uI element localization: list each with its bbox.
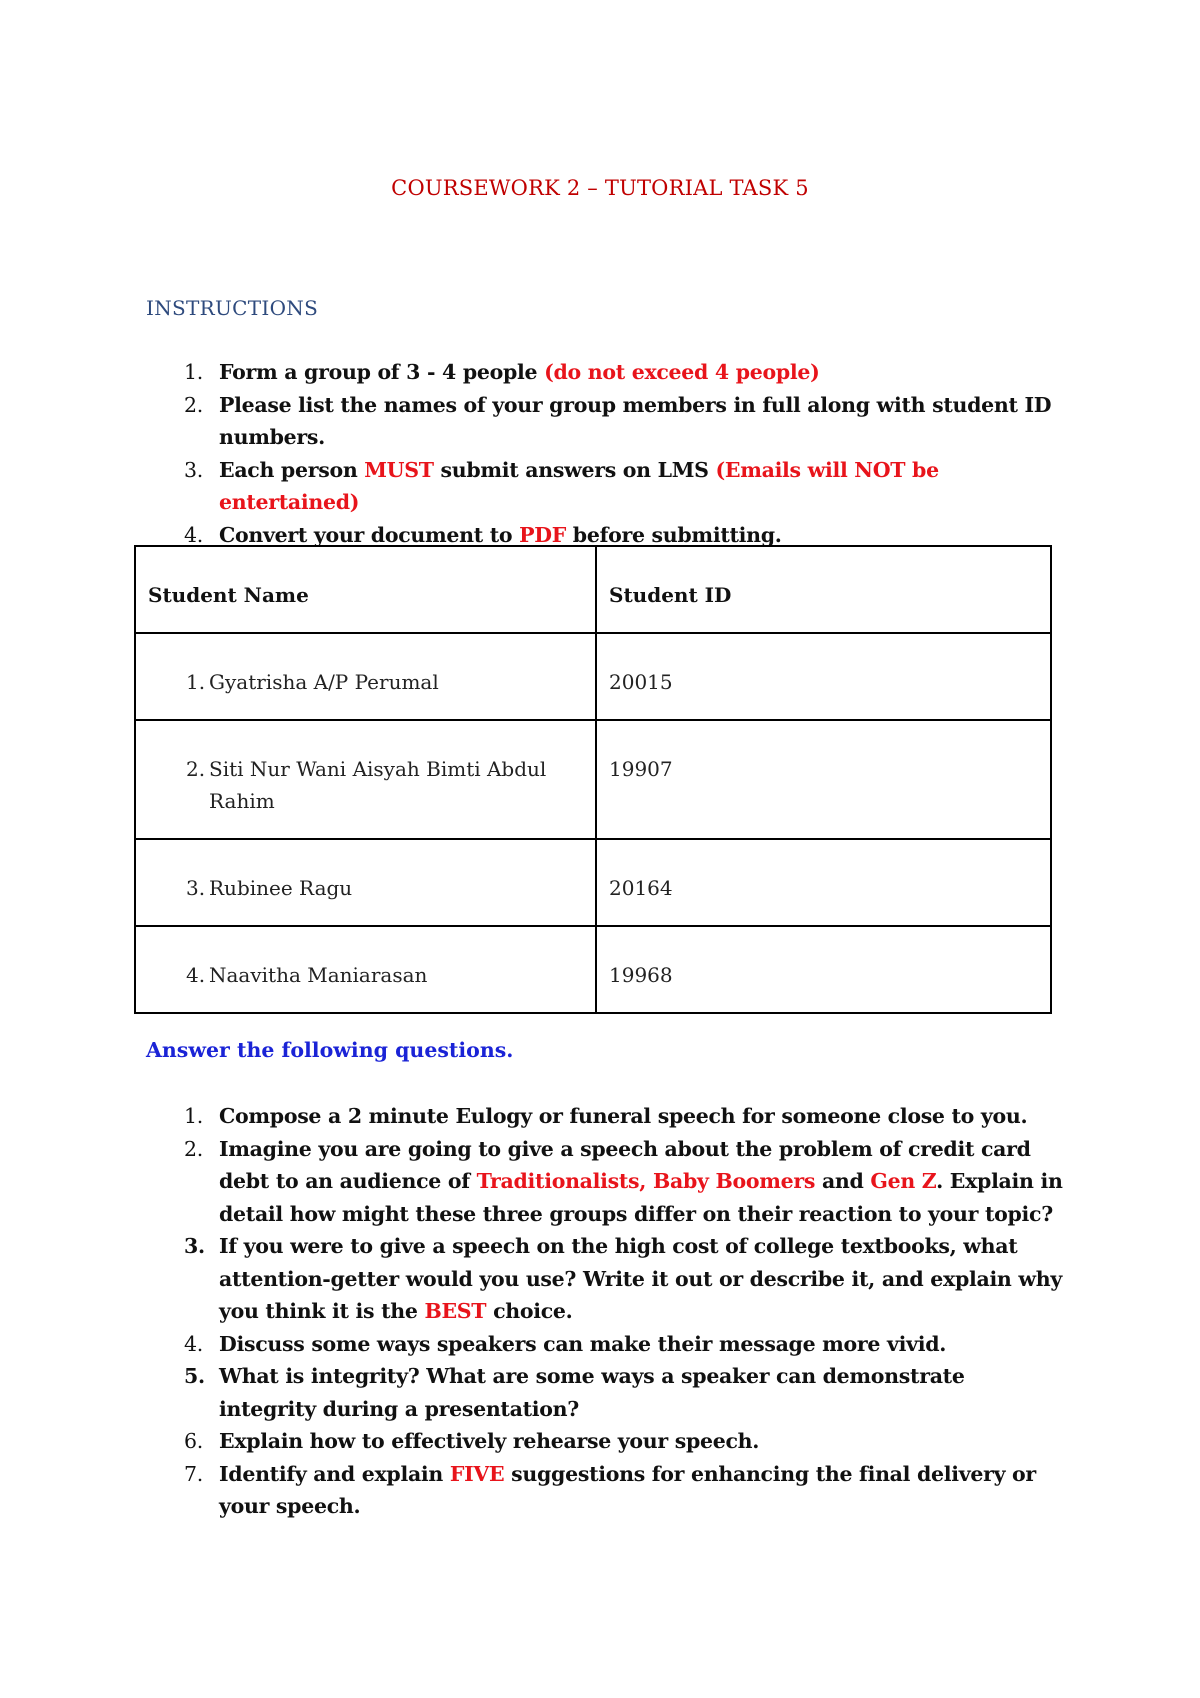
student-id-cell: 19907	[596, 720, 1051, 839]
list-number: 7.	[184, 1461, 203, 1486]
student-id-cell: 20164	[596, 839, 1051, 926]
student-name: Naavitha Maniarasan	[209, 963, 428, 987]
highlighted-text: FIVE	[449, 1461, 505, 1486]
question-item	[146, 1328, 1066, 1361]
row-number: 4.	[186, 963, 206, 987]
item-text: What is integrity? What are some ways a speaker can demonstrate integrity during a presentation?	[219, 1364, 965, 1421]
student-name-cell	[135, 720, 596, 839]
list-number: 2.	[184, 392, 203, 417]
item-text: before submitting.	[565, 522, 782, 547]
item-text: submit answers on LMS	[433, 457, 716, 482]
instruction-item	[146, 389, 1066, 454]
item-text: and	[815, 1169, 871, 1193]
item-text: If you were to give a speech on the high cost of college textbooks, what attention-getter would you use? Write it out or describe it, and explain why you think it is the	[219, 1234, 1062, 1323]
list-number: 5.	[184, 1364, 205, 1388]
page-title: COURSEWORK 2 – TUTORIAL TASK 5	[391, 176, 809, 200]
list-number: 3.	[184, 457, 203, 482]
highlighted-text: Gen Z	[870, 1169, 937, 1193]
item-text: Convert your document to	[219, 522, 520, 547]
row-number: 3.	[186, 876, 206, 900]
table-row	[135, 633, 1051, 720]
student-name-cell	[135, 633, 596, 720]
highlighted-text: (do not exceed 4 people)	[544, 360, 820, 384]
list-number: 4.	[184, 522, 203, 547]
list-number: 3.	[184, 1234, 205, 1258]
question-item	[146, 1458, 1066, 1523]
question-item	[146, 1100, 1066, 1133]
list-number: 1.	[184, 1104, 203, 1128]
item-text: Discuss some ways speakers can make their message more vivid.	[219, 1331, 947, 1356]
table-row	[135, 926, 1051, 1013]
student-name: Rubinee Ragu	[209, 876, 353, 900]
column-header-student-id: Student ID	[596, 546, 1051, 633]
instructions-list	[146, 356, 1066, 551]
student-name: Siti Nur Wani Aisyah Bimti Abdul Rahim	[209, 757, 547, 813]
highlighted-text: (Emails will NOT be entertained)	[219, 457, 939, 514]
column-header-student-name: Student Name	[135, 546, 596, 633]
instruction-item	[146, 356, 1066, 389]
table-row	[135, 720, 1051, 839]
highlighted-text: PDF	[519, 522, 566, 547]
student-id-cell: 20015	[596, 633, 1051, 720]
student-id-cell: 19968	[596, 926, 1051, 1013]
questions-list	[146, 1100, 1066, 1523]
list-number: 6.	[184, 1429, 203, 1453]
item-text: Explain how to effectively rehearse your speech.	[219, 1429, 760, 1453]
highlighted-text: MUST	[364, 457, 434, 482]
item-text: Form a group of 3 - 4 people	[219, 360, 545, 384]
row-number: 1.	[186, 670, 206, 694]
item-text: Identify and explain	[219, 1461, 450, 1486]
instructions-heading: INSTRUCTIONS	[146, 296, 319, 320]
highlighted-text: BEST	[424, 1299, 487, 1323]
item-text: Please list the names of your group members in full along with student ID numbers.	[219, 392, 1052, 449]
list-number: 1.	[184, 360, 203, 384]
item-text: choice.	[486, 1299, 573, 1323]
item-text: suggestions for enhancing the final delivery or your speech.	[219, 1461, 1036, 1518]
item-text: . Explain in detail how might these three groups differ on their reaction to your topic?	[219, 1169, 1063, 1226]
question-item	[146, 1230, 1066, 1328]
highlighted-text: Traditionalists, Baby Boomers	[476, 1169, 816, 1193]
table-header-row	[135, 546, 1051, 633]
list-number: 4.	[184, 1331, 203, 1356]
question-item	[146, 1425, 1066, 1458]
student-name-cell	[135, 839, 596, 926]
student-name-cell	[135, 926, 596, 1013]
student-name: Gyatrisha A/P Perumal	[209, 670, 439, 694]
student-table	[134, 545, 1052, 1014]
item-text: Compose a 2 minute Eulogy or funeral speech for someone close to you.	[219, 1104, 1028, 1128]
row-number: 2.	[186, 757, 206, 781]
questions-heading: Answer the following questions.	[146, 1038, 514, 1062]
question-item	[146, 1360, 1066, 1425]
item-text: Each person	[219, 457, 365, 482]
item-text: Imagine you are going to give a speech about the problem of credit card debt to an audience of	[219, 1136, 1031, 1193]
instruction-item	[146, 454, 1066, 519]
table-row	[135, 839, 1051, 926]
question-item	[146, 1133, 1066, 1231]
list-number: 2.	[184, 1136, 203, 1161]
